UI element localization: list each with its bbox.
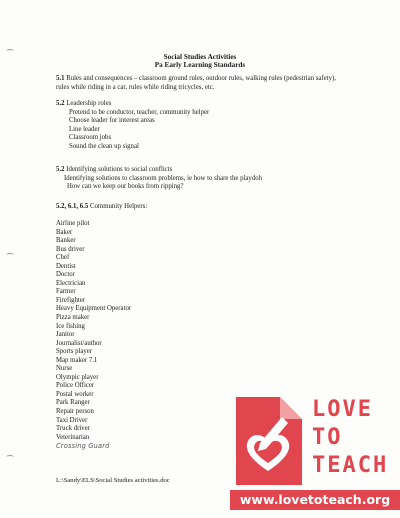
section-number: 5.2 <box>56 166 65 173</box>
watermark-url: www.lovetoteach.org <box>239 492 391 507</box>
list-item: Airline pilot <box>56 220 90 227</box>
list-item: Farmer <box>56 288 76 296</box>
list-item: Heavy Equipment Operator <box>56 305 132 313</box>
page-subtitle: Pa Early Learning Standards <box>154 61 246 69</box>
list-item: Truck driver <box>56 425 90 433</box>
list-item: Banker <box>56 237 76 245</box>
list-item: Sound the clean up signal <box>69 142 139 150</box>
section-text: Rules and consequences – classroom ground rules, outdoor rules, walking rules (pedestrian safety), rules while riding in a car, rules while riding tricycles, etc. <box>56 75 336 91</box>
list-item: How can we keep our books from ripping? <box>67 183 184 191</box>
punch-hole-mark <box>6 253 14 257</box>
section-rules <box>56 75 346 92</box>
list-item: Taxi Driver <box>56 416 88 424</box>
logo-word-to: TO <box>312 425 343 450</box>
page-title: Social Studies Activities <box>163 53 237 61</box>
pencil-heart-icon <box>230 393 310 489</box>
list-item: Bus driver <box>56 245 85 253</box>
list-item: Dentist <box>56 262 76 270</box>
list-item: Choose leader for interest areas <box>69 117 155 125</box>
list-item: Doctor <box>56 271 75 279</box>
section-conflicts <box>56 166 356 192</box>
love-to-teach-logo <box>230 393 400 489</box>
list-item: Identifying solutions to classroom problems, ie how to share the playdoh <box>64 174 263 182</box>
community-helpers-list <box>56 220 131 451</box>
section-heading: Community Helpers: <box>90 203 148 210</box>
list-item: Ice fishing <box>56 322 85 330</box>
list-item: Postal worker <box>56 390 94 398</box>
logo-word-teach: TEACH <box>312 453 389 478</box>
section-heading: Identifying solutions to social conflicts <box>66 166 173 173</box>
section-leadership <box>56 100 209 152</box>
list-item: Baker <box>56 228 73 236</box>
list-item: Electrician <box>56 279 86 287</box>
list-item: Police Officer <box>56 382 95 390</box>
section-number: 5.1 <box>56 75 65 82</box>
list-item: Olympic player <box>56 373 99 381</box>
file-path-footer: L:\Sandy\ELS\Social Studies activities.doc <box>56 477 170 484</box>
list-item: Park Ranger <box>56 399 90 407</box>
list-item: Sports player <box>56 348 93 356</box>
list-item: Pizza maker <box>56 314 90 322</box>
list-item: Map maker 7.1 <box>56 356 98 364</box>
list-item: Line leader <box>69 125 100 133</box>
section-community-helpers <box>56 203 147 212</box>
section-number: 5.2 <box>56 100 65 107</box>
list-item: Firefighter <box>56 296 86 304</box>
list-item: Repair person <box>56 408 94 416</box>
list-item: Nurse <box>56 365 73 373</box>
list-item: Janitor <box>56 331 75 339</box>
list-item: Veterinarian <box>56 433 90 441</box>
logo-word-love: LOVE <box>312 397 373 422</box>
punch-hole-mark <box>6 455 14 459</box>
section-heading: Leadership roles <box>66 100 112 107</box>
list-item: Classroom jobs <box>69 134 112 142</box>
list-item: Journalist/author <box>56 339 102 347</box>
watermark-url-bar <box>230 490 400 510</box>
handwritten-note: Crossing Guard <box>56 442 110 451</box>
list-item: Chef <box>56 254 70 262</box>
section-number: 5.2, 6.1, 6.5 <box>56 203 89 210</box>
list-item: Pretend to be conductor, teacher, community helper <box>69 108 210 116</box>
